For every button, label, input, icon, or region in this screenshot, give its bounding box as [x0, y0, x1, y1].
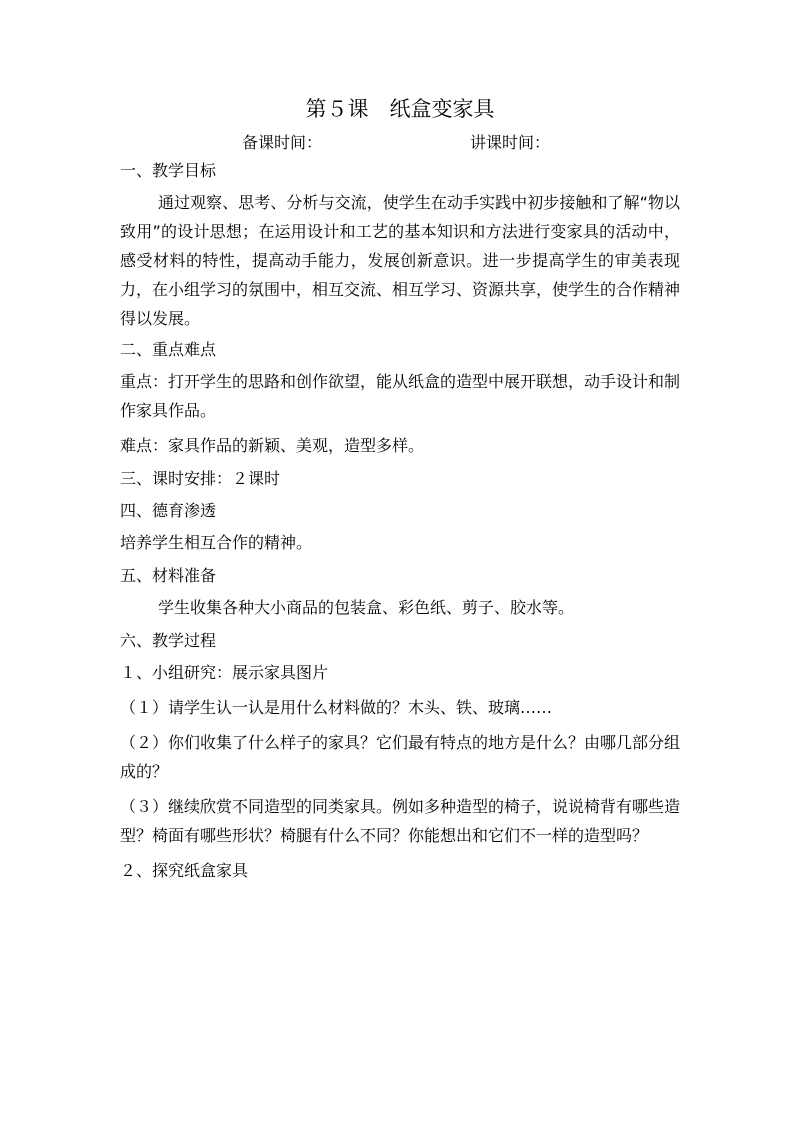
objectives-heading: 一、教学目标 — [120, 161, 217, 180]
process-step-1: １、小组研究：展示家具图片 — [120, 663, 329, 682]
document-content — [120, 94, 680, 885]
materials-heading: 五、材料准备 — [120, 566, 217, 585]
objectives-text: 通过观察、思考、分析与交流，使学生在动手实践中初步接触和了解“物以致用”的设计思想；在运用设计和工艺的基本知识和方法进行变家具的活动中，感受材料的特性，提高动手能力，发展创新意识。进一步提高学生的审美表现力，在小组学习的氛围中，相互交流、相互学习、资源共享，使学生的合作精神得以发展。 — [120, 193, 681, 328]
question-1: （１）请学生认一认是用什么材料做的？木头、铁、玻璃…… — [120, 698, 553, 717]
key-point-text: 重点：打开学生的思路和创作欲望，能从纸盒的造型中展开联想，动手设计和制作家具作品。 — [120, 372, 681, 420]
time-row — [120, 132, 680, 154]
prep-time-label: 备课时间： — [242, 133, 323, 152]
question-2: （２）你们收集了什么样子的家具？它们最有特点的地方是什么？由哪几部分组成的？ — [120, 733, 681, 781]
moral-heading: 四、德育渗透 — [120, 501, 217, 520]
materials-text: 学生收集各种大小商品的包装盒、彩色纸、剪子、胶水等。 — [158, 598, 575, 617]
difficulty-text: 难点：家具作品的新颖、美观，造型多样。 — [120, 436, 425, 455]
process-step-2: ２、探究纸盒家具 — [120, 861, 249, 880]
process-heading: 六、教学过程 — [120, 631, 217, 650]
lecture-time-label: 讲课时间： — [470, 133, 551, 152]
question-3: （３）继续欣赏不同造型的同类家具。例如多种造型的椅子，说说椅背有哪些造型？椅面有哪些形状？椅腿有什么不同？你能想出和它们不一样的造型吗？ — [120, 797, 681, 845]
moral-text: 培养学生相互合作的精神。 — [120, 533, 313, 552]
key-points-heading: 二、重点难点 — [120, 340, 217, 359]
lesson-title: 第５课 纸盒变家具 — [305, 97, 495, 121]
schedule-heading: 三、课时安排：２课时 — [120, 469, 281, 488]
